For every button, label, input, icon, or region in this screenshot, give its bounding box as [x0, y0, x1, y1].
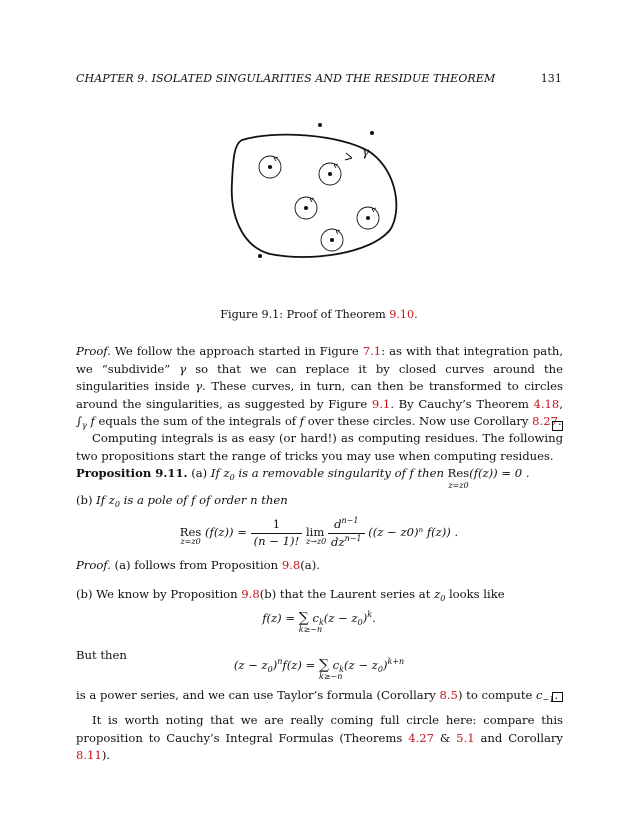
qed-box-icon [552, 692, 563, 702]
proposition-part-b: (b) If $z_0$ is a pole of f of order n then [76, 493, 288, 509]
laurent-series-formula: f(z) = ∑ k≥−n $c_k(z - z_0)^k$. [262, 610, 376, 634]
proposition-link[interactable]: 9.8 [281, 558, 301, 572]
theorem-link[interactable]: 9.10 [389, 308, 415, 321]
corollary-link[interactable]: 8.5 [439, 688, 458, 702]
proof-part-a: Proof. (a) follows from Proposition 9.8(a). [76, 558, 320, 572]
residue-formula: Res z=z0 (f(z)) = $\frac{1}{(n - 1)!}$ lim z→z0 $\frac{d^{n-1}}{dz^{n-1}}$ ((z − z0)ⁿ f(z)) . [179, 516, 459, 549]
theorem-link[interactable]: 4.27 [408, 730, 435, 745]
page-number: 131 [540, 72, 562, 85]
closing-paragraph: It is worth noting that we are really coming full circle here: compare this proposition to Cauchy’s Integral Formulas (Theorems 4.27 & 5.1 and Corollary 8.11). [76, 713, 563, 762]
gamma-label: γ [362, 145, 370, 159]
taylor-sentence: is a power series, and we can use Taylor’s formula (Corollary 8.5) to compute $c_{-1}$. [76, 688, 563, 706]
power-series-formula: $(z - z_0)^nf(z)$ = ∑ k≥−n $c_k(z - z_0)^{k+n}$ [233, 657, 405, 681]
singularity-inside [259, 156, 281, 178]
proof-paragraph: Proof. We follow the approach started in Figure 7.1: as with that integration path, we “subdivide” γ so that we can replace it by closed curves around the singularities inside γ. These curves, in turn, can then be transformed to circles around the singularities, as suggested by Figure 9.1. By Cauchy’s Theorem 4.18, $\int_\gamma$ f equals the sum of the integrals of f over these circles. Now use Corollary 8.27. [76, 344, 564, 430]
but-then-text: But then [76, 648, 127, 662]
singularity-inside [321, 229, 343, 251]
theorem-link[interactable]: 5.1 [456, 730, 475, 745]
proof-label: Proof. [76, 344, 111, 358]
proof-label: Proof. [76, 558, 111, 572]
closed-curve-gamma [232, 135, 397, 257]
theorem-link[interactable]: 4.18 [533, 396, 560, 411]
gamma-arrow-icon [345, 153, 352, 160]
singularity-outside [370, 131, 374, 135]
singularity-outside [258, 254, 262, 258]
figure-caption: Figure 9.1: Proof of Theorem 9.10. [220, 308, 418, 321]
proposition-9-11: Proposition 9.11. (a) If $z_0$ is a removable singularity of f then Res z=z0 (f(z)) = 0 . [76, 466, 530, 490]
proposition-label: Proposition 9.11. [76, 466, 188, 480]
singularity-inside [319, 163, 341, 185]
figure-link[interactable]: 7.1 [362, 344, 382, 358]
intro-paragraph: Computing integrals is as easy (or hard!) as computing residues. The following two propositions start the range of tricks you may use when computing residues. [76, 431, 563, 463]
corollary-link[interactable]: 8.27 [532, 414, 558, 428]
proof-part-b: (b) We know by Proposition 9.8(b) that the Laurent series at $z_0$ looks like [76, 587, 505, 603]
singularity-inside [295, 197, 317, 219]
singularity-inside [357, 207, 379, 229]
figure-9-1 [220, 112, 410, 292]
corollary-link[interactable]: 8.11 [76, 748, 102, 762]
figure-link[interactable]: 9.1 [371, 396, 391, 411]
singularity-outside [318, 123, 322, 127]
chapter-title: CHAPTER 9. ISOLATED SINGULARITIES AND THE RESIDUE THEOREM [76, 72, 496, 85]
proposition-link[interactable]: 9.8 [241, 587, 260, 601]
running-header [76, 72, 562, 87]
qed-box-icon [552, 421, 563, 431]
